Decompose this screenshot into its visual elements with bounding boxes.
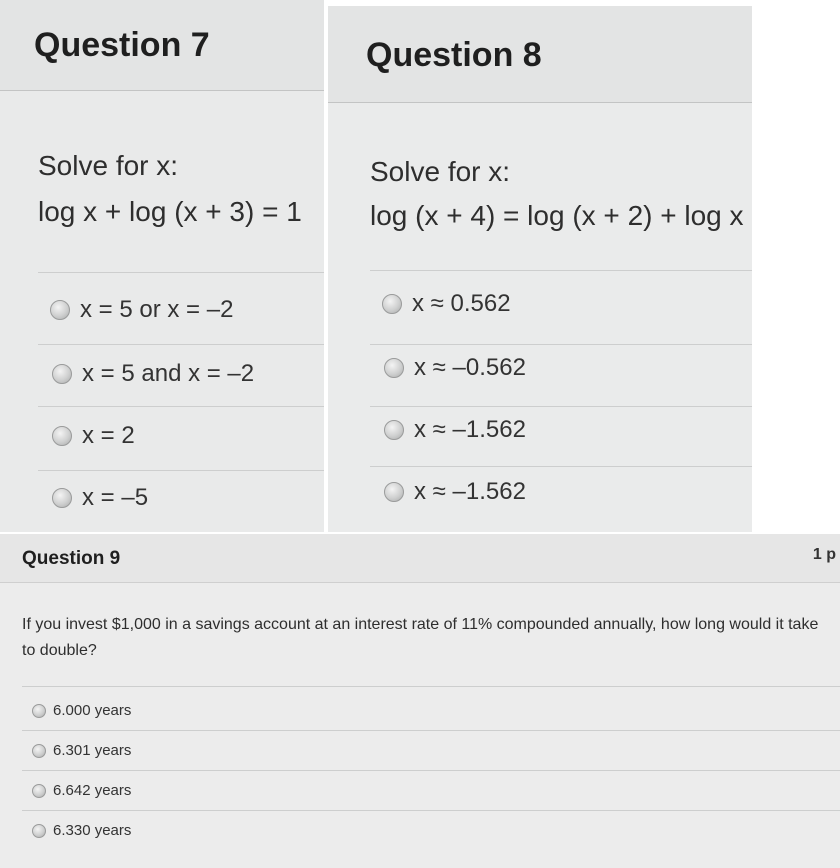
question-title: Question 9: [22, 548, 121, 569]
divider: [22, 730, 840, 731]
answer-option[interactable]: [382, 290, 511, 318]
answer-option-label: x ≈ 0.562: [412, 290, 511, 317]
radio-button[interactable]: [32, 784, 46, 798]
question-title: Question 8: [366, 36, 542, 74]
radio-button[interactable]: [32, 824, 46, 838]
question-8-panel: [328, 6, 752, 532]
answer-option[interactable]: [32, 822, 131, 839]
answer-option-label: x = –5: [82, 484, 149, 511]
answer-option-label: x = 5 and x = –2: [82, 360, 255, 387]
radio-button[interactable]: [32, 744, 46, 758]
radio-button[interactable]: [50, 300, 70, 320]
radio-button[interactable]: [384, 358, 404, 378]
radio-button[interactable]: [52, 488, 72, 508]
question-prompt: Solve for x:: [370, 156, 511, 187]
divider: [370, 344, 752, 345]
radio-button[interactable]: [382, 294, 402, 314]
divider: [38, 272, 324, 273]
radio-button[interactable]: [52, 364, 72, 384]
divider: [22, 810, 840, 811]
answer-option[interactable]: [32, 782, 131, 799]
divider: [38, 406, 324, 407]
answer-option[interactable]: [384, 416, 526, 444]
points-label: 1 p: [812, 546, 836, 563]
answer-option-label: 6.642 years: [53, 782, 132, 799]
radio-button[interactable]: [384, 482, 404, 502]
question-9-header: [0, 534, 840, 583]
answer-option-label: 6.301 years: [53, 742, 132, 759]
answer-option[interactable]: [52, 484, 148, 512]
equation: log x + log (x + 3) = 1: [38, 196, 302, 227]
answer-option[interactable]: [32, 742, 131, 759]
answer-option[interactable]: [32, 702, 131, 719]
radio-button[interactable]: [32, 704, 46, 718]
divider: [22, 686, 840, 687]
question-title: Question 7: [34, 26, 210, 64]
answer-option[interactable]: [52, 422, 135, 450]
divider: [370, 466, 752, 467]
question-prompt: Solve for x:: [38, 150, 179, 181]
divider: [38, 470, 324, 471]
question-9-panel: [0, 534, 840, 868]
answer-option[interactable]: [384, 478, 526, 506]
answer-option[interactable]: [50, 296, 233, 324]
equation: log (x + 4) = log (x + 2) + log x: [370, 200, 744, 231]
answer-option-label: x ≈ –1.562: [414, 416, 526, 443]
answer-option-label: x = 2: [82, 422, 135, 449]
answer-option-label: x ≈ –0.562: [414, 354, 526, 381]
question-7-header: [0, 0, 324, 91]
divider: [370, 270, 752, 271]
answer-option-label: 6.330 years: [53, 822, 132, 839]
divider: [370, 406, 752, 407]
answer-option[interactable]: [52, 360, 254, 388]
question-8-header: [328, 6, 752, 103]
answer-option-label: x = 5 or x = –2: [80, 296, 234, 323]
radio-button[interactable]: [52, 426, 72, 446]
divider: [22, 770, 840, 771]
answer-option-label: 6.000 years: [53, 702, 132, 719]
answer-option-label: x ≈ –1.562: [414, 478, 526, 505]
radio-button[interactable]: [384, 420, 404, 440]
answer-option[interactable]: [384, 354, 526, 382]
question-7-panel: [0, 0, 324, 532]
divider: [38, 344, 324, 345]
question-prompt: If you invest $1,000 in a savings account at an interest rate of 11% compounded annually, how long would it take to double?: [22, 616, 819, 659]
